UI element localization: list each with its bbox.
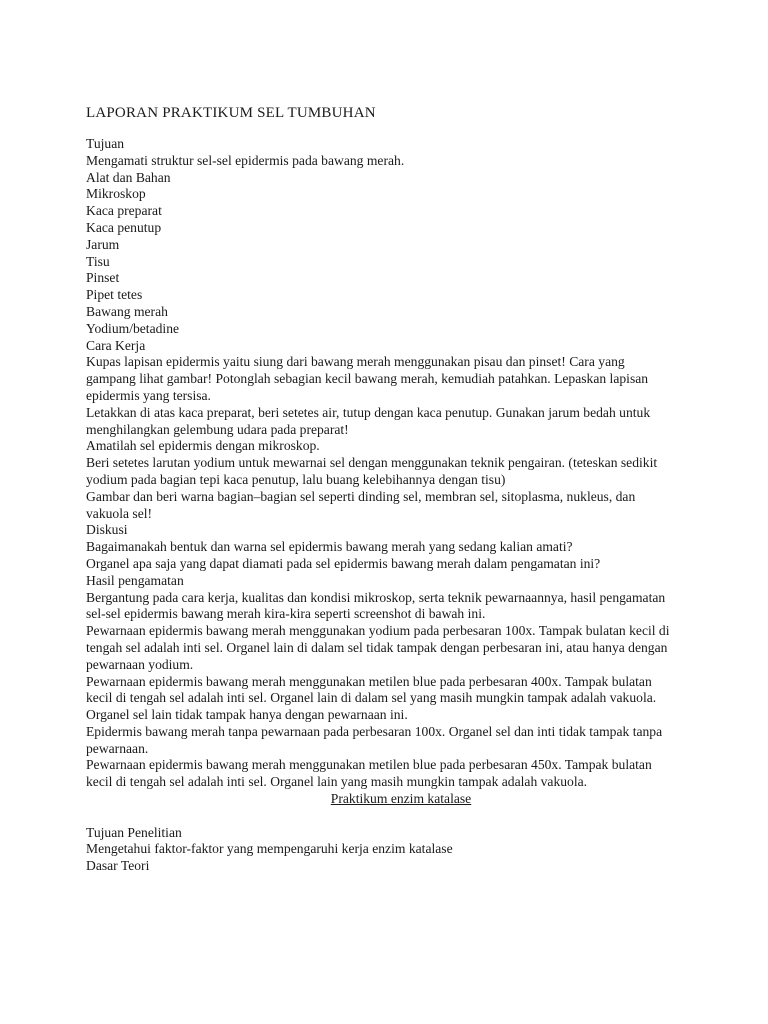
cara-item: Kupas lapisan epidermis yaitu siung dari bawang merah menggunakan pisau dan pinset! Cara yang gampang lihat gambar! Potonglah sebagian kecil bawang merah, kemudiah patahkan. Lepaskan lapisan epidermis yang tersisa.: [86, 354, 649, 403]
cara-item: Amatilah sel epidermis dengan mikroskop.: [86, 438, 320, 454]
alat-item: Pipet tetes: [86, 287, 143, 303]
dasar-teori-heading: Dasar Teori: [86, 858, 150, 874]
document-title: LAPORAN PRAKTIKUM SEL TUMBUHAN: [86, 105, 376, 121]
alat-item: Jarum: [86, 236, 120, 252]
diskusi-heading: Diskusi: [86, 522, 128, 538]
cara-item: Beri setetes larutan yodium untuk mewarnai sel dengan menggunakan teknik pengairan. (teteskan sedikit yodium pada bagian tepi kaca penutup, lalu buang kelebihannya dengan tisu): [86, 455, 658, 487]
section-spacer: [86, 808, 676, 825]
alat-item: Bawang merah: [86, 303, 168, 319]
diskusi-item: Organel apa saja yang dapat diamati pada sel epidermis bawang merah dalam pengamatan ini?: [86, 555, 601, 571]
cara-heading: Cara Kerja: [86, 337, 146, 353]
hasil-item: Pewarnaan epidermis bawang merah menggunakan metilen blue pada perbesaran 400x. Tampak bulatan kecil di tengah sel adalah inti sel. Organel lain di dalam sel yang masih mungkin tampak adalah vakuola. Organel sel lain tidak tampak hanya dengan pewarnaan ini.: [86, 673, 657, 723]
cara-item: Letakkan di atas kaca preparat, beri setetes air, tutup dengan kaca penutup. Gunakan jarum bedah untuk menghilangkan gelembung udara pada preparat!: [86, 404, 651, 437]
alat-item: Kaca penutup: [86, 219, 162, 235]
alat-item: Yodium/betadine: [86, 320, 180, 336]
alat-item: Pinset: [86, 270, 120, 286]
cara-item: Gambar dan beri warna bagian–bagian sel seperti dinding sel, membran sel, sitoplasma, nukleus, dan vakuola sel!: [86, 488, 636, 521]
alat-item: Mikroskop: [86, 186, 146, 202]
hasil-item: Epidermis bawang merah tanpa pewarnaan pada perbesaran 100x. Organel sel dan inti tidak tampak tanpa pewarnaan.: [86, 723, 663, 756]
tujuan-penelitian-text: Mengetahui faktor-faktor yang mempengaruhi kerja enzim katalase: [86, 841, 453, 857]
tujuan-heading: Tujuan: [86, 136, 125, 151]
alat-item: Tisu: [86, 253, 110, 269]
hasil-item: Bergantung pada cara kerja, kualitas dan kondisi mikroskop, serta teknik pewarnaannya, hasil pengamatan sel-sel epidermis bawang merah kira-kira seperti screenshot di bawah ini.: [86, 589, 666, 622]
tujuan-text: Mengamati struktur sel-sel epidermis pada bawang merah.: [86, 152, 405, 168]
diskusi-item: Bagaimanakah bentuk dan warna sel epidermis bawang merah yang sedang kalian amati?: [86, 539, 573, 555]
alat-heading: Alat dan Bahan: [86, 169, 171, 185]
tujuan-penelitian-heading: Tujuan Penelitian: [86, 824, 182, 840]
enzim-heading: Praktikum enzim katalase: [330, 791, 472, 807]
hasil-item: Pewarnaan epidermis bawang merah menggunakan yodium pada perbesaran 100x. Tampak bulatan kecil di tengah sel adalah inti sel. Organel lain di dalam sel tidak tampak dengan perbesaran ini, atau hanya dengan pewarnaan yodium.: [86, 623, 670, 672]
hasil-item: Pewarnaan epidermis bawang merah menggunakan metilen blue pada perbesaran 450x. Tampak bulatan kecil di tengah sel adalah inti sel. Organel lain yang masih mungkin tampak adalah vakuola.: [86, 757, 652, 790]
hasil-heading: Hasil pengamatan: [86, 572, 184, 588]
alat-item: Kaca preparat: [86, 203, 162, 219]
